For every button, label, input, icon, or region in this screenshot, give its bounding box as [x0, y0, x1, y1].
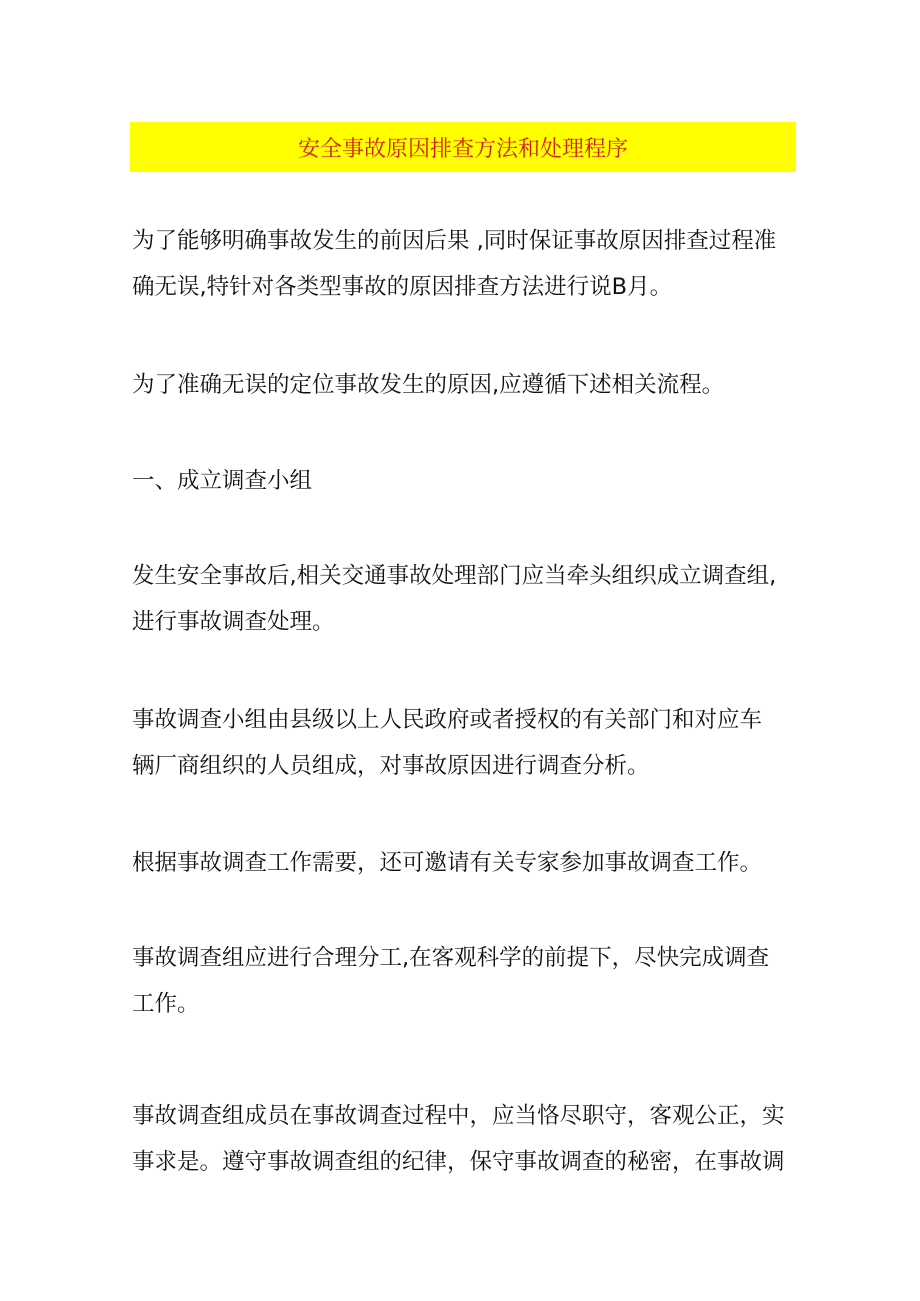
- paragraph-line: 发生安全事故后,相关交通事故处理部门应当牵头组织成立调查组,: [132, 563, 777, 589]
- paragraph-experts: [132, 840, 802, 886]
- paragraph-line: 进行事故调查处理。: [132, 609, 335, 635]
- paragraph-line: 事故调查小组由县级以上人民政府或者授权的有关部门和对应车: [132, 707, 763, 733]
- section-heading: [132, 458, 802, 504]
- section-heading-text: 一、成立调查小组: [132, 468, 313, 494]
- paragraph-line: 根据事故调查工作需要，还可邀请有关专家参加事故调查工作。: [132, 850, 763, 876]
- paragraph-line: 工作。: [132, 991, 200, 1017]
- paragraph-line: 事故调查组应进行合理分工,在客观科学的前提下，尽快完成调查: [132, 945, 770, 971]
- paragraph-line: 辆厂商组织的人员组成，对事故原因进行调查分析。: [132, 753, 650, 779]
- paragraph-investigation-team: [132, 553, 802, 645]
- paragraph-team-composition: [132, 697, 802, 789]
- paragraph-procedure-intro: [132, 362, 802, 408]
- paragraph-line: 为了能够明确事故发生的前因后果 ,同时保证事故原因排查过程准: [132, 228, 777, 254]
- paragraph-division-of-work: [132, 935, 802, 1027]
- paragraph-line: 确无误,特针对各类型事故的原因排查方法进行说B月。: [132, 274, 673, 300]
- paragraph-line: 为了准确无误的定位事故发生的原因,应遵循下述相关流程。: [132, 372, 725, 398]
- paragraph-intro: [132, 218, 802, 310]
- paragraph-line: 事求是。遵守事故调查组的纪律，保守事故调查的秘密，在事故调: [132, 1149, 785, 1175]
- document-title-banner: [130, 122, 796, 172]
- paragraph-line: 事故调查组成员在事故调查过程中，应当恪尽职守，客观公正，实: [132, 1103, 785, 1129]
- document-title: 安全事故原因排查方法和处理程序: [297, 136, 628, 162]
- paragraph-member-conduct: [132, 1093, 802, 1185]
